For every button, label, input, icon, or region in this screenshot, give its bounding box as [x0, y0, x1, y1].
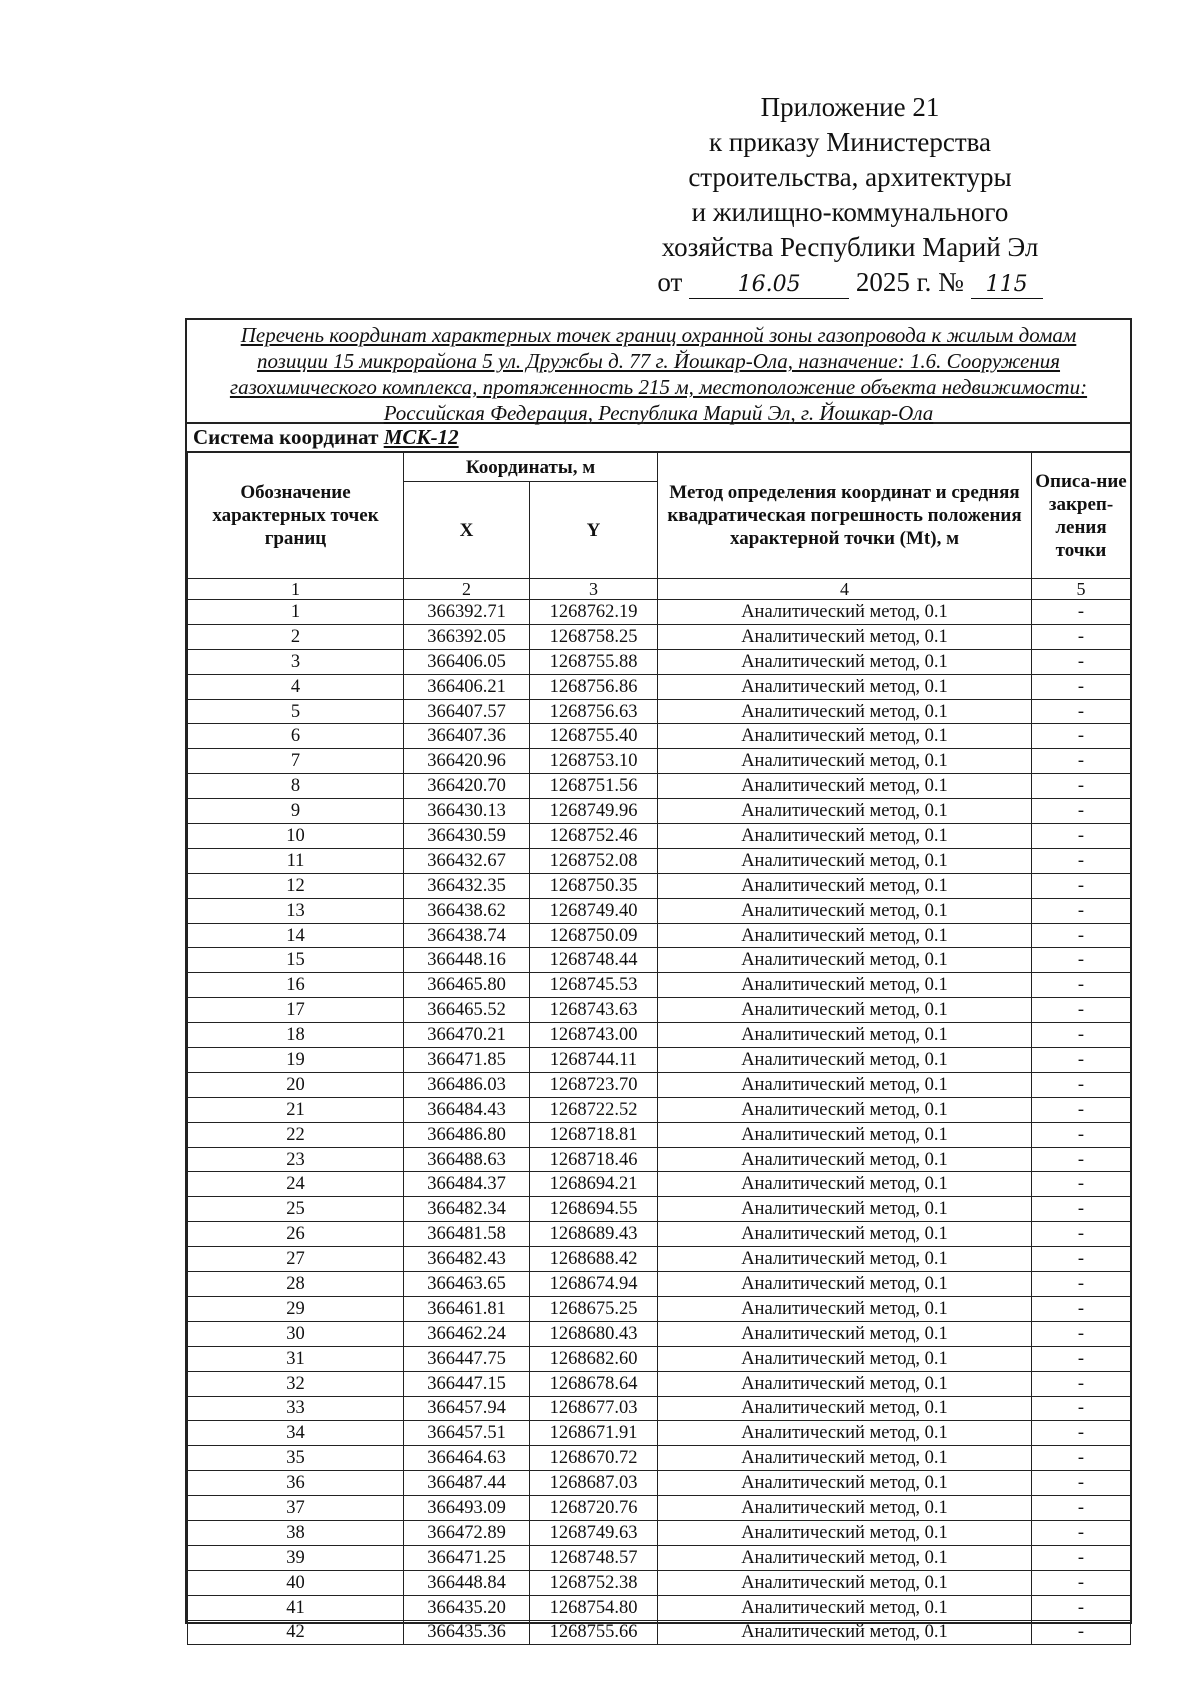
point-number-cell: 32 [188, 1371, 404, 1396]
y-coordinate-cell: 1268688.42 [530, 1247, 658, 1272]
y-coordinate-cell: 1268751.56 [530, 774, 658, 799]
header-coordinates: Координаты, м [404, 453, 658, 482]
description-cell: - [1032, 923, 1131, 948]
header-point: Обозначение характерных точек границ [188, 453, 404, 579]
table-row [188, 600, 1131, 625]
x-coordinate-cell: 366464.63 [404, 1446, 530, 1471]
table-row [188, 699, 1131, 724]
description-cell: - [1032, 1346, 1131, 1371]
point-number-cell: 40 [188, 1570, 404, 1595]
table-row [188, 774, 1131, 799]
description-cell: - [1032, 749, 1131, 774]
caption-line: позиции 15 микрорайона 5 ул. Дружбы д. 77 г. Йошкар-Ола, назначение: 1.6. Сооружения [256, 349, 1061, 373]
table-row [188, 1222, 1131, 1247]
description-cell: - [1032, 1023, 1131, 1048]
point-number-cell: 6 [188, 724, 404, 749]
description-cell: - [1032, 600, 1131, 625]
x-coordinate-cell: 366461.81 [404, 1296, 530, 1321]
x-coordinate-cell: 366471.85 [404, 1048, 530, 1073]
point-number-cell: 24 [188, 1172, 404, 1197]
x-coordinate-cell: 366448.16 [404, 948, 530, 973]
table-row [188, 1570, 1131, 1595]
x-coordinate-cell: 366471.25 [404, 1545, 530, 1570]
table-row [188, 923, 1131, 948]
y-coordinate-cell: 1268687.03 [530, 1471, 658, 1496]
description-cell: - [1032, 649, 1131, 674]
point-number-cell: 39 [188, 1545, 404, 1570]
description-cell: - [1032, 1496, 1131, 1521]
point-number-cell: 18 [188, 1023, 404, 1048]
method-cell: Аналитический метод, 0.1 [658, 1520, 1032, 1545]
y-coordinate-cell: 1268758.25 [530, 624, 658, 649]
x-coordinate-cell: 366430.59 [404, 824, 530, 849]
appendix-line: к приказу Министерства [708, 127, 992, 157]
table-row [188, 1097, 1131, 1122]
table-row [188, 1197, 1131, 1222]
table-row [188, 1595, 1131, 1620]
point-number-cell: 8 [188, 774, 404, 799]
point-number-cell: 13 [188, 898, 404, 923]
column-number: 3 [530, 579, 658, 600]
description-cell: - [1032, 1247, 1131, 1272]
x-coordinate-cell: 366420.70 [404, 774, 530, 799]
point-number-cell: 5 [188, 699, 404, 724]
method-cell: Аналитический метод, 0.1 [658, 1595, 1032, 1620]
description-cell: - [1032, 1471, 1131, 1496]
description-cell: - [1032, 1197, 1131, 1222]
y-coordinate-cell: 1268680.43 [530, 1321, 658, 1346]
x-coordinate-cell: 366407.36 [404, 724, 530, 749]
method-cell: Аналитический метод, 0.1 [658, 1222, 1032, 1247]
crs-name: МСК-12 [383, 425, 459, 449]
y-coordinate-cell: 1268675.25 [530, 1296, 658, 1321]
caption-line: газохимического комплекса, протяженность 215 м, местоположение объекта недвижимости: [229, 375, 1088, 399]
coordinates-table [187, 452, 1131, 1645]
method-cell: Аналитический метод, 0.1 [658, 600, 1032, 625]
point-number-cell: 41 [188, 1595, 404, 1620]
x-coordinate-cell: 366457.51 [404, 1421, 530, 1446]
y-coordinate-cell: 1268744.11 [530, 1048, 658, 1073]
x-coordinate-cell: 366392.05 [404, 624, 530, 649]
description-cell: - [1032, 973, 1131, 998]
y-coordinate-cell: 1268750.35 [530, 873, 658, 898]
method-cell: Аналитический метод, 0.1 [658, 873, 1032, 898]
handwritten-date: 16.05 [689, 272, 849, 299]
point-number-cell: 7 [188, 749, 404, 774]
table-row [188, 1446, 1131, 1471]
x-coordinate-cell: 366488.63 [404, 1147, 530, 1172]
x-coordinate-cell: 366482.43 [404, 1247, 530, 1272]
appendix-line: и жилищно-коммунального [691, 197, 1009, 227]
table-row [188, 624, 1131, 649]
x-coordinate-cell: 366462.24 [404, 1321, 530, 1346]
x-coordinate-cell: 366465.52 [404, 998, 530, 1023]
method-cell: Аналитический метод, 0.1 [658, 1048, 1032, 1073]
x-coordinate-cell: 366484.37 [404, 1172, 530, 1197]
table-row [188, 1247, 1131, 1272]
y-coordinate-cell: 1268689.43 [530, 1222, 658, 1247]
y-coordinate-cell: 1268718.46 [530, 1147, 658, 1172]
description-cell: - [1032, 1147, 1131, 1172]
method-cell: Аналитический метод, 0.1 [658, 724, 1032, 749]
method-cell: Аналитический метод, 0.1 [658, 749, 1032, 774]
y-coordinate-cell: 1268752.46 [530, 824, 658, 849]
point-number-cell: 10 [188, 824, 404, 849]
method-cell: Аналитический метод, 0.1 [658, 799, 1032, 824]
x-coordinate-cell: 366486.03 [404, 1072, 530, 1097]
y-coordinate-cell: 1268682.60 [530, 1346, 658, 1371]
method-cell: Аналитический метод, 0.1 [658, 1122, 1032, 1147]
point-number-cell: 4 [188, 674, 404, 699]
y-coordinate-cell: 1268756.63 [530, 699, 658, 724]
y-coordinate-cell: 1268743.00 [530, 1023, 658, 1048]
point-number-cell: 38 [188, 1520, 404, 1545]
method-cell: Аналитический метод, 0.1 [658, 1172, 1032, 1197]
description-cell: - [1032, 699, 1131, 724]
method-cell: Аналитический метод, 0.1 [658, 1072, 1032, 1097]
y-coordinate-cell: 1268755.88 [530, 649, 658, 674]
y-coordinate-cell: 1268671.91 [530, 1421, 658, 1446]
description-cell: - [1032, 1097, 1131, 1122]
method-cell: Аналитический метод, 0.1 [658, 1247, 1032, 1272]
x-coordinate-cell: 366472.89 [404, 1520, 530, 1545]
point-number-cell: 29 [188, 1296, 404, 1321]
x-coordinate-cell: 366407.57 [404, 699, 530, 724]
point-number-cell: 28 [188, 1272, 404, 1297]
description-cell: - [1032, 898, 1131, 923]
y-coordinate-cell: 1268677.03 [530, 1396, 658, 1421]
point-number-cell: 15 [188, 948, 404, 973]
method-cell: Аналитический метод, 0.1 [658, 1545, 1032, 1570]
description-cell: - [1032, 1545, 1131, 1570]
method-cell: Аналитический метод, 0.1 [658, 1496, 1032, 1521]
x-coordinate-cell: 366486.80 [404, 1122, 530, 1147]
column-number: 1 [188, 579, 404, 600]
point-number-cell: 19 [188, 1048, 404, 1073]
table-row [188, 1296, 1131, 1321]
point-number-cell: 34 [188, 1421, 404, 1446]
table-row [188, 998, 1131, 1023]
column-number: 2 [404, 579, 530, 600]
x-coordinate-cell: 366432.67 [404, 848, 530, 873]
table-row [188, 873, 1131, 898]
description-cell: - [1032, 848, 1131, 873]
table-row [188, 1496, 1131, 1521]
header-y: Y [530, 482, 658, 579]
method-cell: Аналитический метод, 0.1 [658, 1446, 1032, 1471]
description-cell: - [1032, 774, 1131, 799]
table-row [188, 1421, 1131, 1446]
x-coordinate-cell: 366470.21 [404, 1023, 530, 1048]
point-number-cell: 37 [188, 1496, 404, 1521]
description-cell: - [1032, 1520, 1131, 1545]
description-cell: - [1032, 799, 1131, 824]
x-coordinate-cell: 366482.34 [404, 1197, 530, 1222]
description-cell: - [1032, 1122, 1131, 1147]
y-coordinate-cell: 1268674.94 [530, 1272, 658, 1297]
method-cell: Аналитический метод, 0.1 [658, 1147, 1032, 1172]
description-cell: - [1032, 674, 1131, 699]
x-coordinate-cell: 366493.09 [404, 1496, 530, 1521]
y-coordinate-cell: 1268749.63 [530, 1520, 658, 1545]
method-cell: Аналитический метод, 0.1 [658, 998, 1032, 1023]
method-cell: Аналитический метод, 0.1 [658, 1023, 1032, 1048]
y-coordinate-cell: 1268749.96 [530, 799, 658, 824]
y-coordinate-cell: 1268722.52 [530, 1097, 658, 1122]
handwritten-order-number: 115 [971, 272, 1043, 299]
table-row [188, 1072, 1131, 1097]
point-number-cell: 26 [188, 1222, 404, 1247]
description-cell: - [1032, 1620, 1131, 1645]
caption-line: Российская Федерация, Республика Марий Эл, г. Йошкар-Ола [383, 401, 934, 425]
x-coordinate-cell: 366438.62 [404, 898, 530, 923]
method-cell: Аналитический метод, 0.1 [658, 1471, 1032, 1496]
point-number-cell: 33 [188, 1396, 404, 1421]
y-coordinate-cell: 1268694.21 [530, 1172, 658, 1197]
x-coordinate-cell: 366448.84 [404, 1570, 530, 1595]
x-coordinate-cell: 366457.94 [404, 1396, 530, 1421]
y-coordinate-cell: 1268755.66 [530, 1620, 658, 1645]
coordinate-system-row [187, 424, 1130, 452]
method-cell: Аналитический метод, 0.1 [658, 1197, 1032, 1222]
point-number-cell: 3 [188, 649, 404, 674]
header-x: X [404, 482, 530, 579]
description-cell: - [1032, 1072, 1131, 1097]
table-row [188, 1471, 1131, 1496]
table-row [188, 1371, 1131, 1396]
column-number: 4 [658, 579, 1032, 600]
x-coordinate-cell: 366392.71 [404, 600, 530, 625]
date-prefix: от [657, 267, 683, 297]
table-row [188, 1321, 1131, 1346]
header-method: Метод определения координат и средняя квадратическая погрешность положения характерной точки (Mt), м [658, 453, 1032, 579]
x-coordinate-cell: 366463.65 [404, 1272, 530, 1297]
point-number-cell: 22 [188, 1122, 404, 1147]
y-coordinate-cell: 1268720.76 [530, 1496, 658, 1521]
method-cell: Аналитический метод, 0.1 [658, 824, 1032, 849]
point-number-cell: 25 [188, 1197, 404, 1222]
year-text: 2025 г. № [855, 267, 964, 297]
x-coordinate-cell: 366487.44 [404, 1471, 530, 1496]
point-number-cell: 2 [188, 624, 404, 649]
crs-label: Система координат [193, 425, 379, 449]
table-row [188, 724, 1131, 749]
table-row [188, 1545, 1131, 1570]
method-cell: Аналитический метод, 0.1 [658, 973, 1032, 998]
table-row [188, 799, 1131, 824]
description-cell: - [1032, 1172, 1131, 1197]
point-number-cell: 31 [188, 1346, 404, 1371]
table-row [188, 1023, 1131, 1048]
method-cell: Аналитический метод, 0.1 [658, 774, 1032, 799]
point-number-cell: 16 [188, 973, 404, 998]
x-coordinate-cell: 366465.80 [404, 973, 530, 998]
method-cell: Аналитический метод, 0.1 [658, 1097, 1032, 1122]
table-body [188, 600, 1131, 1645]
y-coordinate-cell: 1268718.81 [530, 1122, 658, 1147]
table-row [188, 848, 1131, 873]
table-row [188, 973, 1131, 998]
y-coordinate-cell: 1268748.57 [530, 1545, 658, 1570]
y-coordinate-cell: 1268678.64 [530, 1371, 658, 1396]
coordinates-document [185, 318, 1132, 1643]
description-cell: - [1032, 724, 1131, 749]
method-cell: Аналитический метод, 0.1 [658, 699, 1032, 724]
y-coordinate-cell: 1268753.10 [530, 749, 658, 774]
method-cell: Аналитический метод, 0.1 [658, 1321, 1032, 1346]
method-cell: Аналитический метод, 0.1 [658, 1396, 1032, 1421]
x-coordinate-cell: 366435.36 [404, 1620, 530, 1645]
point-number-cell: 12 [188, 873, 404, 898]
point-number-cell: 27 [188, 1247, 404, 1272]
description-cell: - [1032, 1595, 1131, 1620]
description-cell: - [1032, 1321, 1131, 1346]
description-cell: - [1032, 873, 1131, 898]
y-coordinate-cell: 1268748.44 [530, 948, 658, 973]
description-cell: - [1032, 1421, 1131, 1446]
method-cell: Аналитический метод, 0.1 [658, 649, 1032, 674]
point-number-cell: 14 [188, 923, 404, 948]
point-number-cell: 17 [188, 998, 404, 1023]
point-number-cell: 23 [188, 1147, 404, 1172]
appendix-line: Приложение 21 [760, 92, 940, 122]
table-row [188, 1620, 1131, 1645]
point-number-cell: 1 [188, 600, 404, 625]
table-row [188, 649, 1131, 674]
table-row [188, 824, 1131, 849]
table-row [188, 674, 1131, 699]
appendix-header [600, 90, 1100, 300]
x-coordinate-cell: 366481.58 [404, 1222, 530, 1247]
description-cell: - [1032, 1446, 1131, 1471]
x-coordinate-cell: 366430.13 [404, 799, 530, 824]
x-coordinate-cell: 366432.35 [404, 873, 530, 898]
method-cell: Аналитический метод, 0.1 [658, 1570, 1032, 1595]
description-cell: - [1032, 948, 1131, 973]
description-cell: - [1032, 1570, 1131, 1595]
table-row [188, 1272, 1131, 1297]
method-cell: Аналитический метод, 0.1 [658, 848, 1032, 873]
x-coordinate-cell: 366484.43 [404, 1097, 530, 1122]
method-cell: Аналитический метод, 0.1 [658, 674, 1032, 699]
description-cell: - [1032, 1296, 1131, 1321]
y-coordinate-cell: 1268723.70 [530, 1072, 658, 1097]
description-cell: - [1032, 1396, 1131, 1421]
appendix-line: строительства, архитектуры [688, 162, 1012, 192]
y-coordinate-cell: 1268752.38 [530, 1570, 658, 1595]
description-cell: - [1032, 998, 1131, 1023]
y-coordinate-cell: 1268670.72 [530, 1446, 658, 1471]
y-coordinate-cell: 1268755.40 [530, 724, 658, 749]
y-coordinate-cell: 1268762.19 [530, 600, 658, 625]
y-coordinate-cell: 1268752.08 [530, 848, 658, 873]
table-row [188, 1396, 1131, 1421]
description-cell: - [1032, 1048, 1131, 1073]
x-coordinate-cell: 366447.75 [404, 1346, 530, 1371]
x-coordinate-cell: 366406.05 [404, 649, 530, 674]
x-coordinate-cell: 366435.20 [404, 1595, 530, 1620]
table-row [188, 1346, 1131, 1371]
table-row [188, 1147, 1131, 1172]
description-cell: - [1032, 624, 1131, 649]
x-coordinate-cell: 366406.21 [404, 674, 530, 699]
y-coordinate-cell: 1268694.55 [530, 1197, 658, 1222]
header-description: Описа-ние закреп-ления точки [1032, 453, 1131, 579]
method-cell: Аналитический метод, 0.1 [658, 1421, 1032, 1446]
point-number-cell: 11 [188, 848, 404, 873]
table-row [188, 898, 1131, 923]
table-caption [187, 320, 1130, 424]
table-row [188, 948, 1131, 973]
description-cell: - [1032, 1272, 1131, 1297]
method-cell: Аналитический метод, 0.1 [658, 1296, 1032, 1321]
method-cell: Аналитический метод, 0.1 [658, 1371, 1032, 1396]
y-coordinate-cell: 1268754.80 [530, 1595, 658, 1620]
method-cell: Аналитический метод, 0.1 [658, 1620, 1032, 1645]
method-cell: Аналитический метод, 0.1 [658, 923, 1032, 948]
appendix-line: хозяйства Республики Марий Эл [661, 232, 1039, 262]
y-coordinate-cell: 1268750.09 [530, 923, 658, 948]
point-number-cell: 35 [188, 1446, 404, 1471]
description-cell: - [1032, 1371, 1131, 1396]
table-row [188, 1172, 1131, 1197]
x-coordinate-cell: 366447.15 [404, 1371, 530, 1396]
description-cell: - [1032, 1222, 1131, 1247]
description-cell: - [1032, 824, 1131, 849]
point-number-cell: 42 [188, 1620, 404, 1645]
method-cell: Аналитический метод, 0.1 [658, 948, 1032, 973]
method-cell: Аналитический метод, 0.1 [658, 1272, 1032, 1297]
y-coordinate-cell: 1268756.86 [530, 674, 658, 699]
y-coordinate-cell: 1268749.40 [530, 898, 658, 923]
point-number-cell: 9 [188, 799, 404, 824]
point-number-cell: 21 [188, 1097, 404, 1122]
caption-line: Перечень координат характерных точек границ охранной зоны газопровода к жилым домам [240, 323, 1077, 347]
y-coordinate-cell: 1268743.63 [530, 998, 658, 1023]
point-number-cell: 30 [188, 1321, 404, 1346]
method-cell: Аналитический метод, 0.1 [658, 624, 1032, 649]
table-row [188, 1048, 1131, 1073]
method-cell: Аналитический метод, 0.1 [658, 898, 1032, 923]
x-coordinate-cell: 366420.96 [404, 749, 530, 774]
column-number: 5 [1032, 579, 1131, 600]
point-number-cell: 36 [188, 1471, 404, 1496]
y-coordinate-cell: 1268745.53 [530, 973, 658, 998]
order-date-line [600, 265, 1100, 300]
table-row [188, 749, 1131, 774]
point-number-cell: 20 [188, 1072, 404, 1097]
table-row [188, 1520, 1131, 1545]
method-cell: Аналитический метод, 0.1 [658, 1346, 1032, 1371]
table-row [188, 1122, 1131, 1147]
x-coordinate-cell: 366438.74 [404, 923, 530, 948]
